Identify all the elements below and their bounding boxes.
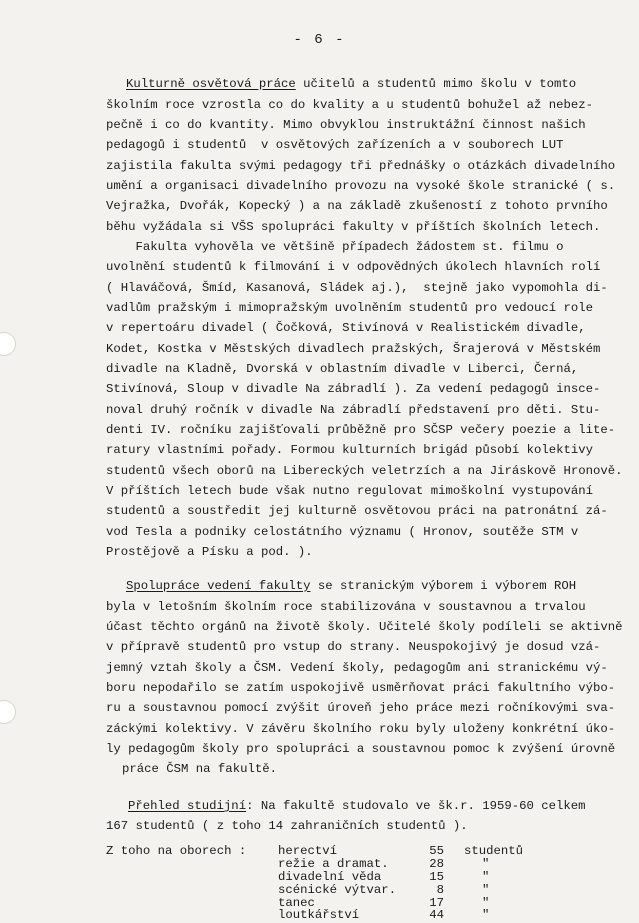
paragraph-line: vadlům pražským i mimopražským uvolněním studentů pro vedoucí role — [106, 301, 594, 315]
paragraph-line: umění a organisaci divadelního provozu na vysoké škole stranické ( s. — [106, 179, 616, 193]
paragraph-line: Fakulta vyhověla ve většině případech žádostem st. filmu o — [106, 240, 564, 254]
paragraph-line: Vejražka, Dvořák, Kopecký ) a na základě zkušeností z tohoto prvního — [106, 199, 608, 213]
field-count: 55 — [429, 844, 444, 858]
paragraph-line: ru a soustavnou pomocí zvýšit úroveň jeho práce mezi ročníkovými sva- — [106, 701, 616, 715]
paragraph-line: V příštích letech bude však nutno regulovat mimoškolní vystupování — [106, 484, 594, 498]
paragraph-line: záckými kolektivy. V závěru školního roku byly uloženy konkrétní úko- — [106, 722, 616, 736]
paragraph-line: studentů a soustředit jej kulturně osvětovou práci na patronátní zá- — [106, 504, 608, 518]
punch-hole — [0, 700, 16, 724]
paragraph-line: divadle na Kladně, Dvorská v oblastním divadle v Liberci, Černá, — [106, 362, 579, 376]
paragraph-line: Prostějově a Písku a pod. ). — [106, 545, 313, 559]
ditto-mark: " — [482, 870, 490, 884]
section-heading: Přehled studijní — [128, 799, 247, 813]
paragraph-line: v repertoáru divadel ( Čočková, Stivínová v Realistickém divadle, — [106, 321, 586, 335]
paragraph-line: boru nepodařilo se zatím uspokojivě usměrňovat práci fakultního výbo- — [106, 681, 616, 695]
paragraph-line: ( Hlaváčová, Šmíd, Kasanová, Sládek aj.), stejně jako vypomohla di- — [106, 281, 608, 295]
field-count: 44 — [429, 908, 444, 922]
paragraph-line — [128, 800, 586, 812]
field-name: herectví — [278, 844, 338, 858]
paragraph-line: denti IV. ročníku zajišťovali průběžně pro SČSP večery poezie a lite- — [106, 423, 616, 437]
paragraph-line: studentů všech oborů na Libereckých veletrzích a na Jiráskově Hronově. — [106, 464, 623, 478]
paragraph-line: školním roce vzrostla co do kvality a u studentů bohužel až nebez- — [106, 98, 594, 112]
punch-hole — [0, 332, 16, 356]
section-heading: Kulturně osvětová práce — [126, 77, 296, 91]
field-count: 17 — [429, 896, 444, 910]
paragraph-line: pedagogů i studentů v osvětových zařízeních a v souborech LUT — [106, 138, 564, 152]
field-name: režie a dramat. — [278, 857, 389, 871]
paragraph-line — [126, 78, 576, 90]
paragraph-line: 167 studentů ( z toho 14 zahraničních studentů ). — [106, 819, 468, 833]
ditto-mark: " — [482, 896, 490, 910]
paragraph-line — [126, 580, 576, 592]
paragraph-line: běhu vyžádala si VŠS spolupráci fakulty v příštích školních letech. — [106, 220, 601, 234]
paragraph-line: jemný vztah školy a ČSM. Vedení školy, pedagogům ani stranickému vý- — [106, 661, 608, 675]
ditto-mark: " — [482, 908, 490, 922]
paragraph-line: ratury vlastními pořady. Formou kulturních brigád působí kolektivy — [106, 443, 594, 457]
paragraph-line: v přípravě studentů pro vstup do strany. Neuspokojivý je dosud vzá- — [106, 640, 601, 654]
paragraph-line: pečně i co do kvantity. Mimo obvyklou instruktážní činnost našich — [106, 118, 586, 132]
field-name: tanec — [278, 896, 315, 910]
field-name: scénické výtvar. — [278, 883, 397, 897]
field-count: 8 — [436, 883, 444, 897]
paragraph-line: ly pedagogům školy pro spolupráci a soustavnou pomoc k zvýšení úrovně — [106, 742, 616, 756]
paragraph-line: Kodet, Kostka v Městských divadlech pražských, Šrajerová v Městském — [106, 342, 601, 356]
line-text: se stranickým výborem i výborem ROH — [310, 579, 577, 593]
paragraph-line: zajistila fakulta svými pedagogy tři přednášky o otázkách divadelního — [106, 159, 616, 173]
line-text: učitelů a studentů mimo školu v tomto — [295, 77, 577, 91]
ditto-mark: " — [482, 883, 490, 897]
table-intro: Z toho na oborech : — [106, 844, 247, 858]
paragraph-line: uvolnění studentů k filmování i v odpovědných úkolech hlavních rolí — [106, 260, 601, 274]
field-count: 28 — [429, 857, 444, 871]
paragraph-line: vod Tesla a podniky celostátního významu ( Hronov, soutěže STM v — [106, 525, 579, 539]
paragraph-line: účast těchto orgánů na životě školy. Učitelé školy podíleli se aktivně — [106, 620, 623, 634]
unit-label: studentů — [464, 844, 524, 858]
line-text: : Na fakultě studovalo ve šk.r. 1959-60 celkem — [246, 799, 586, 813]
section-heading: Spolupráce vedení fakulty — [126, 579, 311, 593]
ditto-mark: " — [482, 857, 490, 871]
paragraph-line: noval druhý ročník v divadle Na zábradlí představení pro děti. Stu- — [106, 403, 601, 417]
field-count: 15 — [429, 870, 444, 884]
paragraph-line: byla v letošním školním roce stabilizována v soustavnou a trvalou — [106, 600, 586, 614]
page-number: - 6 - — [293, 32, 346, 48]
field-name: loutkářství — [278, 908, 360, 922]
paragraph-line: práce ČSM na fakultě. — [122, 762, 277, 776]
field-name: divadelní věda — [278, 870, 382, 884]
paragraph-line: Stivínová, Sloup v divadle Na zábradlí ). Za vedení pedagogů insce- — [106, 382, 601, 396]
